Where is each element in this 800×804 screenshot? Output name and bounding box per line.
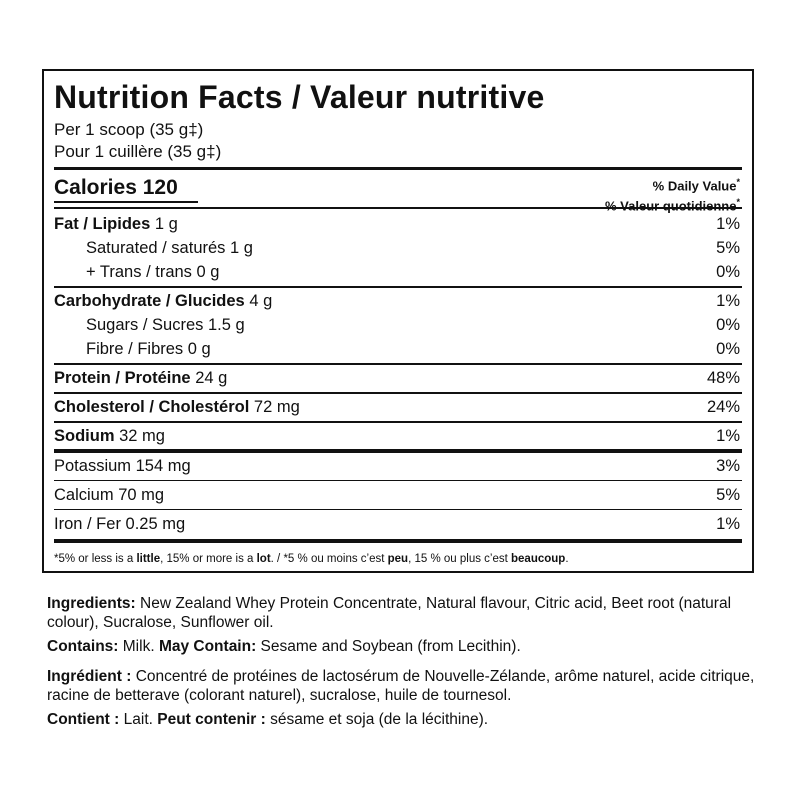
nutrient-pct: 0% bbox=[716, 340, 740, 358]
nutrient-label: Calcium 70 mg bbox=[54, 486, 165, 504]
calories-underline bbox=[54, 201, 198, 203]
nutrient-row-fibre bbox=[54, 338, 740, 361]
nutrient-pct: 5% bbox=[716, 486, 740, 504]
nutrient-label: Iron / Fer 0.25 mg bbox=[54, 515, 186, 533]
contains-en: Contains: Milk. May Contain: Sesame and Soybean (from Lecithin). bbox=[47, 638, 521, 655]
divider bbox=[54, 286, 742, 288]
nutrient-label: Fat / Lipides 1 g bbox=[54, 215, 178, 233]
nutrient-row-calcium bbox=[54, 484, 740, 507]
divider bbox=[54, 421, 742, 423]
nutrient-row-potassium bbox=[54, 455, 740, 478]
ingredients-fr: Ingrédient : Concentré de protéines de lactosérum de Nouvelle-Zélande, arôme naturel, acide citrique, racine de betterave (colorant naturel), sucralose, huile de tournesol. bbox=[47, 668, 755, 704]
nutrient-row-trans bbox=[54, 261, 740, 284]
nutrient-pct: 5% bbox=[716, 239, 740, 257]
nutrition-facts-panel bbox=[42, 69, 754, 573]
nutrient-label: Potassium 154 mg bbox=[54, 457, 191, 475]
daily-value-mark-fr: * bbox=[736, 197, 740, 208]
nutrient-pct: 0% bbox=[716, 263, 740, 281]
nutrient-row-iron bbox=[54, 513, 740, 536]
divider bbox=[54, 509, 742, 510]
nutrient-row-carbohydrate bbox=[54, 290, 740, 313]
serving-size-en: Per 1 scoop (35 g‡) bbox=[54, 120, 204, 139]
nutrient-row-sodium bbox=[54, 425, 740, 448]
nutrient-label: Sodium 32 mg bbox=[54, 427, 165, 445]
nutrient-row-sugars bbox=[54, 314, 740, 337]
divider bbox=[54, 207, 742, 209]
nutrient-pct: 0% bbox=[716, 316, 740, 334]
divider bbox=[54, 480, 742, 481]
nutrition-title: Nutrition Facts / Valeur nutritive bbox=[54, 79, 545, 115]
nutrient-label: Sugars / Sucres 1.5 g bbox=[86, 316, 245, 334]
divider-heavy bbox=[54, 449, 742, 453]
nutrient-label: Saturated / saturés 1 g bbox=[86, 239, 253, 257]
nutrient-pct: 1% bbox=[716, 427, 740, 445]
divider bbox=[54, 363, 742, 365]
calories-label: Calories bbox=[54, 176, 137, 199]
nutrient-row-protein bbox=[54, 367, 740, 390]
calories-line bbox=[54, 175, 178, 201]
divider bbox=[54, 392, 742, 394]
nutrient-pct: 3% bbox=[716, 457, 740, 475]
nutrient-row-cholesterol bbox=[54, 396, 740, 419]
divider-heavy bbox=[54, 539, 742, 543]
nutrient-pct: 48% bbox=[706, 369, 740, 387]
nutrient-label: Carbohydrate / Glucides 4 g bbox=[54, 292, 273, 310]
nutrient-row-saturated bbox=[54, 237, 740, 260]
nutrient-label: Fibre / Fibres 0 g bbox=[86, 340, 211, 358]
divider-thick bbox=[54, 167, 742, 170]
contains-fr: Contient : Lait. Peut contenir : sésame et soja (de la lécithine). bbox=[47, 711, 489, 728]
daily-value-mark: * bbox=[736, 177, 740, 187]
nutrient-row-fat bbox=[54, 213, 740, 236]
nutrient-pct: 24% bbox=[706, 398, 740, 416]
nutrient-pct: 1% bbox=[716, 515, 740, 533]
nutrient-label: Protein / Protéine 24 g bbox=[54, 369, 228, 387]
nutrient-label: Cholesterol / Cholestérol 72 mg bbox=[54, 398, 300, 416]
serving-size-fr: Pour 1 cuillère (35 g‡) bbox=[54, 142, 222, 161]
ingredients-en: Ingredients: New Zealand Whey Protein Concentrate, Natural flavour, Citric acid, Beet root (natural colour), Sucralose, Sunflower oil. bbox=[47, 595, 732, 631]
nutrient-pct: 1% bbox=[716, 215, 740, 233]
daily-value-footnote: *5% or less is a little, 15% or more is a lot. / *5 % ou moins c’est peu, 15 % ou plus c’est beaucoup. bbox=[54, 553, 569, 565]
calories-value: 120 bbox=[142, 176, 178, 199]
nutrient-label: + Trans / trans 0 g bbox=[86, 263, 220, 281]
daily-value-en: % Daily Value bbox=[652, 178, 737, 194]
nutrient-pct: 1% bbox=[716, 292, 740, 310]
